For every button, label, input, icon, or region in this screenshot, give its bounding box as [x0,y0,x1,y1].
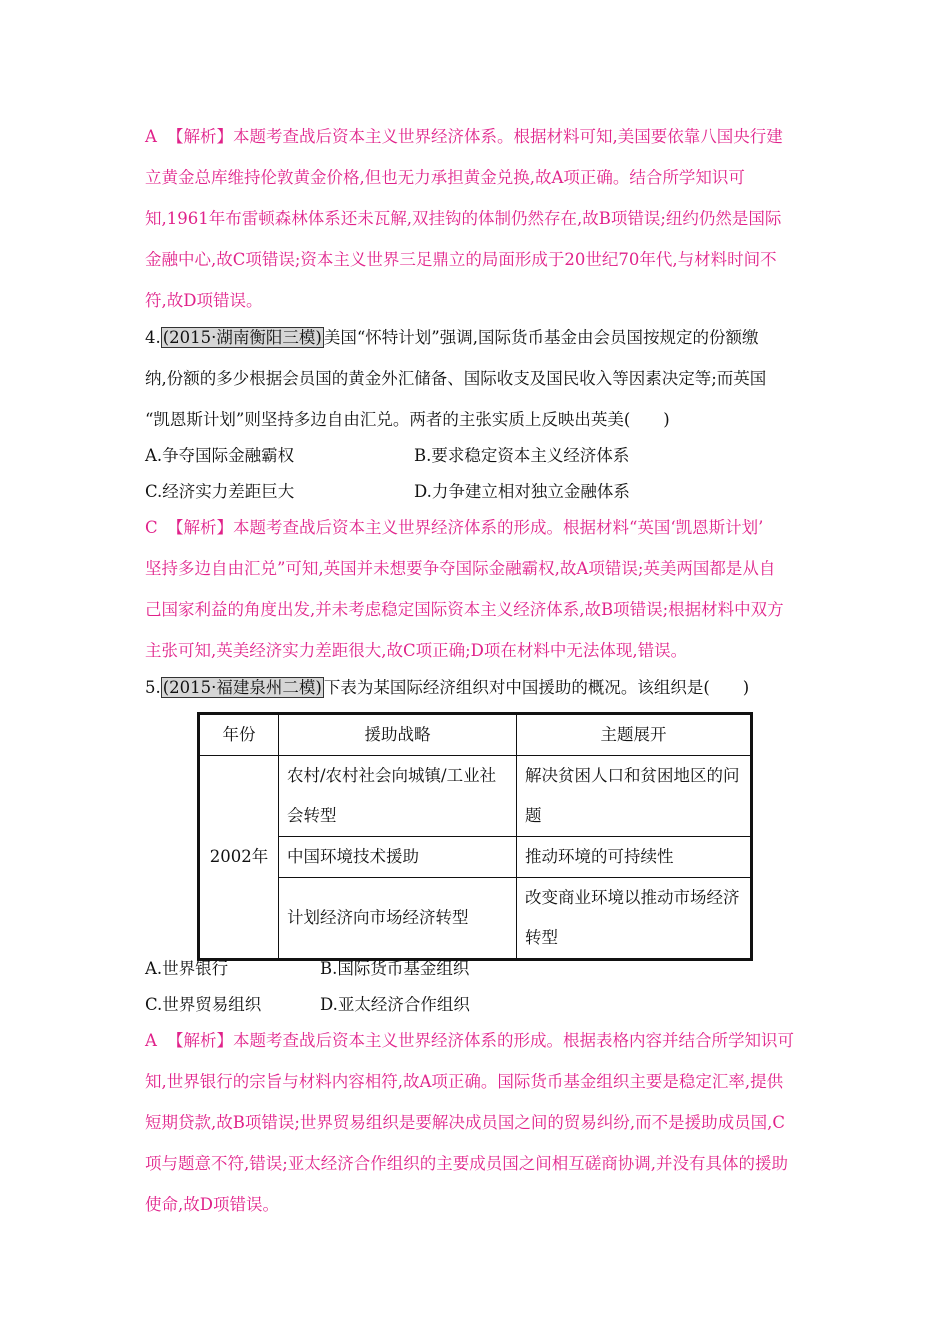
q5-number: 5. [145,678,161,697]
table-header-row [199,714,752,756]
q3-answer-line-1: A 【解析】本题考查战后资本主义世界经济体系。根据材料可知,美国要依靠八国央行建 [145,127,783,146]
q4-answer-line-4: 主张可知,英美经济实力差距很大,故C项正确;D项在材料中无法体现,错误。 [145,641,688,660]
q3-answer-line-4: 金融中心,故C项错误;资本主义世界三足鼎立的局面形成于20世纪70年代,与材料时间不 [145,250,777,269]
q4-answer-line-2: 坚持多边自由汇兑”可知,英国并未想要争夺国际金融霸权,故A项错误;英美两国都是从自 [145,559,776,578]
header-strategy: 援助战略 [279,714,517,756]
strategy-cell: 农村/农村社会向城镇/工业社 会转型 [279,756,517,837]
q4-source-tag: (2015·湖南衡阳三模) [162,328,322,347]
q5-answer-line-2: 知,世界银行的宗旨与材料内容相符,故A项正确。国际货币基金组织主要是稳定汇率,提供 [145,1072,784,1091]
q4-stem-line-1: 4. (2015·湖南衡阳三模) 美国“怀特计划”强调,国际货币基金由会员国按规定的份额缴 [145,328,759,347]
aid-table [197,712,753,961]
table-row [199,878,752,960]
table-row [199,837,752,878]
q4-answer-line-3: 己国家利益的角度出发,并未考虑稳定国际资本主义经济体系,故B项错误;根据材料中双方 [145,600,784,619]
q5-stem-line: 5. (2015·福建泉州二模) 下表为某国际经济组织对中国援助的概况。该组织是( ) [145,678,750,697]
theme-cell: 改变商业环境以推动市场经济 转型 [517,878,752,960]
q3-answer-line-2: 立黄金总库维持伦敦黄金价格,但也无力承担黄金兑换,故A项正确。结合所学知识可 [145,168,745,187]
table-row [199,756,752,837]
q4-answer-letter: C [145,518,158,537]
q5-answer-line-4: 项与题意不符,错误;亚太经济合作组织的主要成员国之间相互磋商协调,并没有具体的援助 [145,1154,789,1173]
theme-cell: 解决贫困人口和贫困地区的问 题 [517,756,752,837]
q5-option-b: B.国际货币基金组织 [320,959,470,978]
q5-option-d: D.亚太经济合作组织 [320,995,470,1014]
q4-stem-line-2: 纳,份额的多少根据会员国的黄金外汇储备、国际收支及国民收入等因素决定等;而英国 [145,369,767,388]
q4-option-b: B.要求稳定资本主义经济体系 [414,446,630,465]
q5-answer-letter: A [145,1031,157,1050]
q3-answer-line-5: 符,故D项错误。 [145,291,263,310]
q4-option-a: A.争夺国际金融霸权 [145,446,295,465]
q3-answer-letter: A [145,127,157,146]
header-year: 年份 [199,714,279,756]
q4-option-d: D.力争建立相对独立金融体系 [414,482,630,501]
q5-answer-line-1: A 【解析】本题考查战后资本主义世界经济体系的形成。根据表格内容并结合所学知识可 [145,1031,794,1050]
year-cell: 2002年 [199,756,279,960]
q3-answer-line-3: 知,1961年布雷顿森林体系还未瓦解,双挂钩的体制仍然存在,故B项错误;纽约仍然是国际 [145,209,782,228]
q5-answer-line-3: 短期贷款,故B项错误;世界贸易组织是要解决成员国之间的贸易纠纷,而不是援助成员国,C [145,1113,786,1132]
q5-option-a: A.世界银行 [145,959,229,978]
q5-answer-line-5: 使命,故D项错误。 [145,1195,279,1214]
q4-option-c: C.经济实力差距巨大 [145,482,295,501]
strategy-cell: 计划经济向市场经济转型 [279,878,517,960]
q4-stem-line-3: “凯恩斯计划”则坚持多边自由汇兑。两者的主张实质上反映出英美( ) [145,410,670,429]
q5-option-c: C.世界贸易组织 [145,995,262,1014]
strategy-cell: 中国环境技术援助 [279,837,517,878]
q5-source-tag: (2015·福建泉州二模) [162,678,322,697]
header-theme: 主题展开 [517,714,752,756]
theme-cell: 推动环境的可持续性 [517,837,752,878]
q4-number: 4. [145,328,161,347]
q4-answer-line-1: C 【解析】本题考查战后资本主义世界经济体系的形成。根据材料“英国‘凯恩斯计划’ [145,518,764,537]
